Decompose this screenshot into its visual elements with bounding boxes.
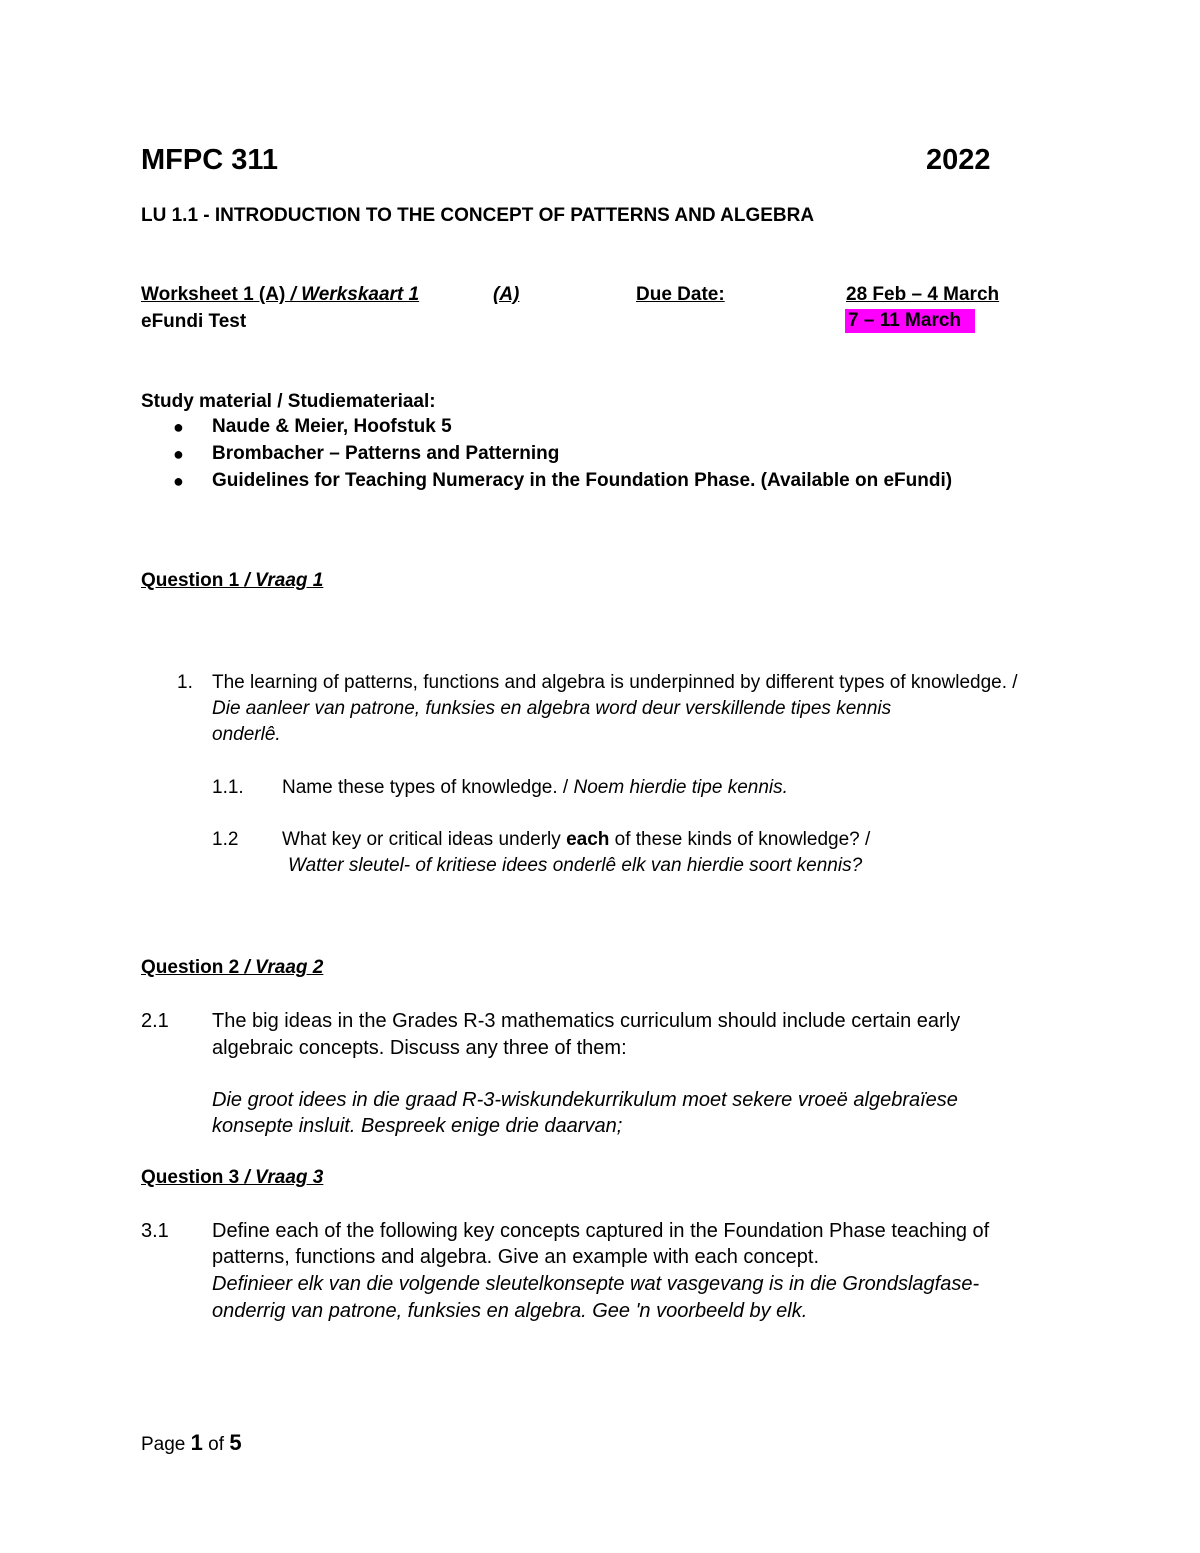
list-item-text: Guidelines for Teaching Numeracy in the Foundation Phase. (Available on eFundi) <box>212 470 953 491</box>
question-1-1-text <box>282 777 788 799</box>
course-year: 2022 <box>926 144 991 176</box>
page-label: Page <box>141 1434 191 1455</box>
question-1-number: 1. <box>177 672 193 693</box>
bullet-icon: ● <box>173 444 184 464</box>
question-1-2-text-emphasis: each <box>566 829 610 850</box>
question-3-1-text-en-line2: patterns, functions and algebra. Give an example with each concept. <box>212 1246 820 1268</box>
question-1-2-text-pre: What key or critical ideas underly <box>282 829 567 850</box>
question-2-1-text-af-line2: konsepte insluit. Bespreek enige drie daarvan; <box>212 1115 623 1137</box>
question-1-2-text-af: Watter sleutel- of kritiese idees onderlê elk van hierdie soort kennis? <box>288 855 863 876</box>
question-3-1-text-af-line1: Definieer elk van die volgende sleutelkonsepte wat vasgevang is in die Grondslagfase- <box>212 1273 980 1295</box>
page-total: 5 <box>229 1430 242 1455</box>
question-3-heading <box>141 1167 323 1189</box>
question-3-heading-af: / Vraag 3 <box>244 1167 324 1188</box>
question-3-1-number: 3.1 <box>141 1220 169 1242</box>
question-2-heading-af: / Vraag 2 <box>244 957 324 978</box>
question-1-text-af-line1: Die aanleer van patrone, funksies en algebra word deur verskillende tipes kennis <box>212 698 892 719</box>
question-1-text-en: The learning of patterns, functions and algebra is underpinned by different types of knowledge. / <box>212 672 1018 693</box>
question-1-2-text <box>282 829 870 851</box>
question-1-text-af-line2: onderlê. <box>212 724 281 745</box>
list-item-text: Brombacher – Patterns and Patterning <box>212 443 560 464</box>
page-number <box>141 1430 242 1456</box>
page-current: 1 <box>190 1430 203 1455</box>
bullet-icon: ● <box>173 417 184 437</box>
question-1-2-text-post: of these kinds of knowledge? / <box>609 829 871 850</box>
question-1-1-text-en: Name these types of knowledge. / <box>282 777 574 798</box>
bullet-icon: ● <box>173 471 184 491</box>
learning-unit-title: LU 1.1 - INTRODUCTION TO THE CONCEPT OF PATTERNS AND ALGEBRA <box>141 205 815 226</box>
question-2-1-text-af-line1: Die groot idees in die graad R-3-wiskundekurrikulum moet sekere vroeë algebraïese <box>212 1089 958 1111</box>
question-2-1-text-en-line1: The big ideas in the Grades R-3 mathematics curriculum should include certain early <box>212 1010 961 1032</box>
question-2-heading <box>141 957 323 979</box>
due-date-value: 28 Feb – 4 March <box>846 284 1000 305</box>
question-2-1-text-en-line2: algebraic concepts. Discuss any three of them: <box>212 1037 627 1059</box>
question-3-1-text-en-line1: Define each of the following key concepts captured in the Foundation Phase teaching of <box>212 1220 990 1242</box>
worksheet-label-suffix: (A) <box>493 284 520 305</box>
page-of-label: of <box>202 1434 230 1455</box>
question-3-1-text-af-line2: onderrig van patrone, funksies en algebra. Gee 'n voorbeeld by elk. <box>212 1300 808 1322</box>
question-1-1-text-af: Noem hierdie tipe kennis. <box>573 777 788 798</box>
study-material-heading: Study material / Studiemateriaal: <box>141 391 436 412</box>
question-3-heading-en: Question 3 <box>141 1167 245 1188</box>
course-code: MFPC 311 <box>141 144 278 176</box>
question-2-heading-en: Question 2 <box>141 957 245 978</box>
worksheet-label-en: Worksheet 1 (A) <box>141 284 291 305</box>
question-1-heading-af: / Vraag 1 <box>244 570 324 591</box>
question-1-heading <box>141 570 323 592</box>
question-1-2-number: 1.2 <box>212 829 239 850</box>
worksheet-label-af: / Werkskaart 1 <box>290 284 420 305</box>
efundi-test-label: eFundi Test <box>141 311 247 332</box>
worksheet-label <box>141 284 419 306</box>
efundi-test-dates: 7 – 11 March <box>845 309 975 333</box>
question-1-heading-en: Question 1 <box>141 570 245 591</box>
due-date-label: Due Date: <box>636 284 725 305</box>
question-1-1-number: 1.1. <box>212 777 244 798</box>
list-item-text: Naude & Meier, Hoofstuk 5 <box>212 416 452 437</box>
question-2-1-number: 2.1 <box>141 1010 169 1032</box>
